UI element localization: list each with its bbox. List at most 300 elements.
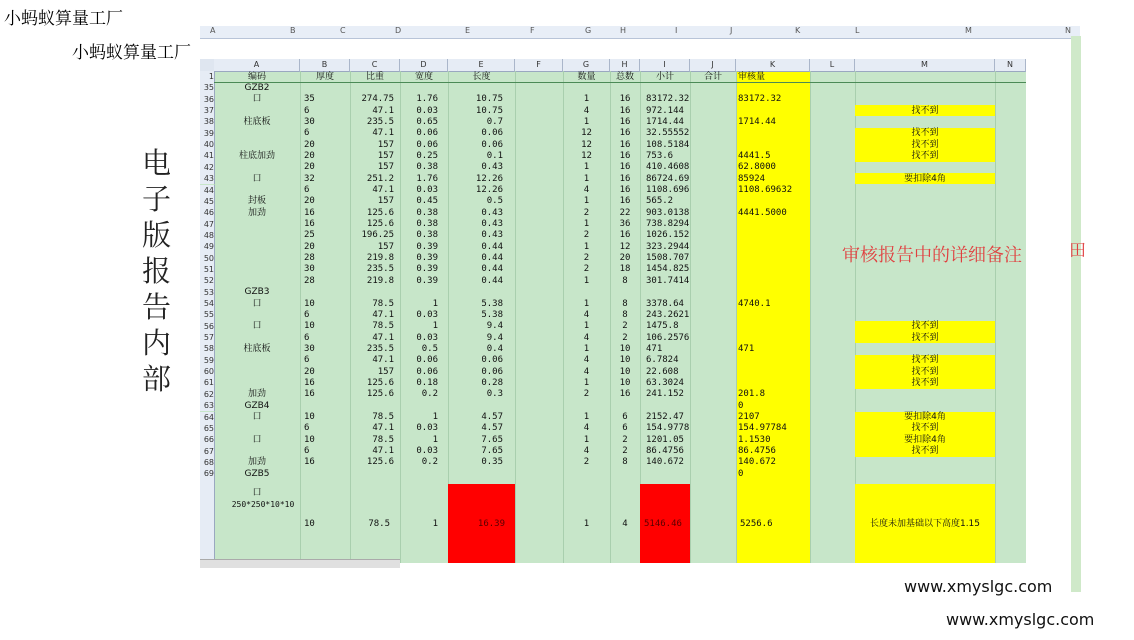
cell-h[interactable]: 2 (622, 321, 628, 332)
row-number[interactable]: 52 (200, 275, 215, 286)
row-number[interactable]: 64 (200, 412, 215, 423)
row-number[interactable]: 36 (200, 94, 215, 105)
cell-c[interactable]: 157 (377, 139, 394, 150)
column-header[interactable]: J (690, 59, 736, 72)
cell-k[interactable]: 4441.5 (738, 150, 771, 161)
cell-m[interactable]: 找不到 (911, 139, 939, 150)
cell-h[interactable]: 12 (619, 241, 631, 252)
cell-k[interactable]: 2107 (738, 412, 760, 422)
cell-e[interactable]: 0.3 (486, 389, 503, 400)
cell-g[interactable]: 4 (583, 366, 590, 377)
cell-i[interactable]: 471 (646, 343, 663, 354)
cell-b[interactable]: 20 (304, 241, 315, 252)
cell-h[interactable]: 2 (622, 446, 628, 457)
row-number[interactable]: 62 (200, 389, 215, 400)
cell-b[interactable]: 30 (304, 116, 315, 127)
cell-a[interactable]: 口 (252, 434, 262, 445)
cell-h[interactable]: 8 (622, 457, 628, 468)
cell-m[interactable]: 找不到 (911, 332, 939, 343)
cell-g[interactable]: 2 (583, 253, 590, 264)
cell-d[interactable]: 0.03 (416, 446, 438, 457)
cell-i[interactable]: 6.7824 (646, 355, 679, 366)
cell-h[interactable]: 16 (619, 162, 631, 173)
cell-i[interactable]: 154.9778 (646, 423, 690, 434)
row-number[interactable]: 51 (200, 264, 215, 275)
cell-i[interactable]: 1026.152 (646, 230, 690, 241)
cell-b[interactable]: 20 (304, 196, 315, 207)
cell-k[interactable]: 62.8000 (738, 162, 776, 173)
cell-e[interactable]: 9.4 (486, 332, 503, 343)
cell-d[interactable]: 1.76 (416, 94, 438, 105)
cell-d[interactable]: 0.45 (416, 196, 438, 207)
column-header[interactable]: D (400, 59, 448, 72)
cell-e[interactable]: 0.35 (481, 457, 503, 468)
cell-d[interactable]: 0.2 (421, 389, 438, 400)
cell-g[interactable]: 1 (583, 196, 590, 207)
row-number[interactable]: 45 (200, 196, 215, 207)
cell-g[interactable]: 4 (583, 446, 590, 457)
cell-b[interactable]: 16 (304, 219, 315, 230)
cell-i[interactable]: 108.5184 (646, 139, 690, 150)
cell-i[interactable]: 83172.32 (646, 94, 690, 105)
cell-h[interactable]: 16 (619, 116, 631, 127)
row-number[interactable]: 59 (200, 355, 215, 366)
column-header[interactable]: G (563, 59, 610, 72)
row-number[interactable]: 65 (200, 423, 215, 434)
cell-e[interactable]: 0.43 (481, 207, 503, 218)
cell-i[interactable]: 140.672 (646, 457, 684, 468)
cell-b[interactable]: 20 (304, 162, 315, 173)
cell-i[interactable]: 1454.825 (646, 264, 690, 275)
cell-h[interactable]: 16 (619, 139, 631, 150)
cell-c[interactable]: 47.1 (372, 309, 394, 320)
cell-g[interactable]: 1 (583, 519, 590, 530)
cell-d[interactable]: 0.06 (416, 128, 438, 139)
row-number[interactable]: 41 (200, 150, 215, 161)
row-number[interactable]: 55 (200, 309, 215, 320)
cell-b[interactable]: 6 (304, 423, 310, 434)
cell-k[interactable]: 4441.5000 (738, 207, 787, 218)
cell-c[interactable]: 274.75 (361, 94, 394, 105)
cell-i[interactable]: 1714.44 (646, 116, 684, 127)
cell-g[interactable]: 12 (581, 128, 592, 139)
cell-h[interactable]: 16 (619, 94, 631, 105)
cell-d[interactable]: 0.38 (416, 230, 438, 241)
cell-i[interactable]: 1201.05 (646, 434, 684, 445)
cell-c[interactable]: 157 (377, 196, 394, 207)
cell-e[interactable]: 10.75 (475, 94, 503, 105)
cell-e[interactable]: 0.44 (481, 264, 503, 275)
cell-c[interactable]: 125.6 (366, 457, 394, 468)
cell-d[interactable]: 0.25 (416, 150, 438, 161)
cell-k[interactable]: 83172.32 (738, 94, 782, 105)
cell-g[interactable]: 1 (583, 116, 590, 127)
cell-g[interactable]: 2 (583, 264, 590, 275)
cell-b[interactable]: 6 (304, 309, 310, 320)
cell-m[interactable]: 找不到 (911, 105, 939, 116)
cell-g[interactable]: 4 (583, 355, 590, 366)
cell-i[interactable]: 22.608 (646, 366, 679, 377)
cell-k[interactable]: 1108.69632 (738, 185, 793, 195)
cell-d[interactable]: 1 (432, 519, 438, 530)
row-number[interactable]: 54 (200, 298, 215, 309)
cell-a[interactable]: GZB5 (244, 468, 270, 479)
spreadsheet[interactable] (200, 59, 1026, 563)
cell-h[interactable]: 16 (619, 230, 631, 241)
cell-m[interactable]: 找不到 (911, 423, 939, 434)
cell-h[interactable]: 16 (619, 150, 631, 161)
cell-e[interactable]: 0.5 (486, 196, 503, 207)
cell-d[interactable]: 0.5 (421, 343, 438, 354)
cell-a[interactable]: GZB2 (244, 82, 270, 93)
cell-d[interactable]: 0.18 (416, 377, 438, 388)
cell-m[interactable]: 要扣除4角 (904, 173, 946, 184)
cell-e[interactable]: 0.06 (481, 139, 503, 150)
cell-e[interactable]: 12.26 (475, 185, 503, 195)
cell-e[interactable]: 0.44 (481, 241, 503, 252)
cell-i[interactable]: 410.4608 (646, 162, 690, 173)
cell-g[interactable]: 2 (583, 457, 590, 468)
cell-m[interactable]: 找不到 (911, 355, 939, 366)
cell-d[interactable]: 1 (432, 298, 438, 309)
cell-c[interactable]: 235.5 (366, 264, 394, 275)
cell-c[interactable]: 47.1 (372, 105, 394, 116)
row-number[interactable]: 38 (200, 116, 215, 127)
cell-h[interactable]: 2 (622, 434, 628, 445)
row-number[interactable]: 39 (200, 128, 215, 139)
cell-m[interactable]: 要扣除4角 (904, 434, 946, 445)
cell-d[interactable]: 0.03 (416, 332, 438, 343)
cell-h[interactable]: 8 (622, 275, 628, 286)
cell-i[interactable]: 243.2621 (646, 309, 690, 320)
row-number[interactable]: 67 (200, 446, 215, 457)
cell-i[interactable]: 5146.46 (644, 519, 682, 530)
cell-c[interactable]: 125.6 (366, 377, 394, 388)
cell-d[interactable]: 0.03 (416, 105, 438, 116)
cell-g[interactable]: 12 (581, 150, 592, 161)
cell-d[interactable]: 0.65 (416, 116, 438, 127)
cell-g[interactable]: 1 (583, 412, 590, 422)
cell-g[interactable]: 1 (583, 162, 590, 173)
sheet-tab-strip[interactable] (200, 559, 400, 568)
cell-b[interactable]: 28 (304, 253, 315, 264)
cell-g[interactable]: 2 (583, 230, 590, 241)
cell-k[interactable]: 4740.1 (738, 298, 771, 309)
row-number[interactable]: 42 (200, 162, 215, 173)
cell-b[interactable]: 35 (304, 94, 315, 105)
cell-d[interactable]: 0.39 (416, 253, 438, 264)
cell-a[interactable]: 柱底加劲 (238, 150, 275, 161)
cell-a[interactable]: 柱底板 (243, 116, 271, 127)
cell-i[interactable]: 565.2 (646, 196, 674, 207)
cell-e[interactable]: 7.65 (481, 434, 503, 445)
cell-e[interactable]: 0.06 (481, 128, 503, 139)
cell-b[interactable]: 32 (304, 173, 315, 184)
cell-e[interactable]: 0.7 (486, 116, 503, 127)
cell-h[interactable]: 10 (619, 377, 631, 388)
cell-c[interactable]: 219.8 (366, 275, 394, 286)
cell-g[interactable]: 1 (583, 94, 590, 105)
cell-m[interactable]: 找不到 (911, 366, 939, 377)
cell-c[interactable]: 78.5 (372, 298, 394, 309)
cell-h[interactable]: 8 (622, 309, 628, 320)
cell-g[interactable]: 1 (583, 298, 590, 309)
cell-d[interactable]: 0.38 (416, 219, 438, 230)
row-number[interactable]: 37 (200, 105, 215, 116)
row-number[interactable]: 1 (200, 71, 215, 82)
row-number[interactable]: 68 (200, 457, 215, 468)
cell-i[interactable]: 86.4756 (646, 446, 684, 457)
cell-i[interactable]: 903.0138 (646, 207, 690, 218)
cell-e[interactable]: 5.38 (481, 298, 503, 309)
cell-a[interactable]: GZB4 (244, 400, 270, 411)
row-number[interactable]: 46 (200, 207, 215, 218)
cell-g[interactable]: 12 (581, 139, 592, 150)
cell-c[interactable]: 47.1 (372, 128, 394, 139)
cell-d[interactable]: 0.39 (416, 264, 438, 275)
row-number[interactable]: 63 (200, 400, 215, 411)
cell-h[interactable]: 4 (622, 519, 628, 530)
cell-c[interactable]: 47.1 (372, 332, 394, 343)
cell-m[interactable]: 找不到 (911, 321, 939, 332)
cell-a[interactable]: 加劲 (247, 457, 266, 468)
cell-c[interactable]: 157 (377, 366, 394, 377)
cell-h[interactable]: 10 (619, 355, 631, 366)
cell-b[interactable]: 10 (304, 298, 315, 309)
cell-d[interactable]: 1 (432, 412, 438, 422)
cell-h[interactable]: 10 (619, 343, 631, 354)
cell-e[interactable]: 0.43 (481, 230, 503, 241)
cell-c[interactable]: 219.8 (366, 253, 394, 264)
column-header[interactable]: C (350, 59, 400, 72)
cell-a[interactable]: 口 (252, 173, 262, 184)
cell-g[interactable]: 1 (583, 377, 590, 388)
cell-d[interactable]: 0.2 (421, 457, 438, 468)
cell-c[interactable]: 78.5 (368, 519, 390, 530)
cell-h[interactable]: 2 (622, 332, 628, 343)
cell-c[interactable]: 125.6 (366, 207, 394, 218)
row-number[interactable]: 44 (200, 185, 215, 196)
cell-b[interactable]: 6 (304, 446, 310, 457)
cell-a-spec[interactable]: 250*250*10*10 (231, 499, 295, 509)
cell-k[interactable]: 0 (738, 400, 744, 411)
cell-h[interactable]: 18 (619, 264, 631, 275)
cell-d[interactable]: 0.03 (416, 423, 438, 434)
cell-c[interactable]: 78.5 (372, 434, 394, 445)
cell-g[interactable]: 1 (583, 434, 590, 445)
cell-a[interactable]: 加劲 (247, 389, 266, 400)
cell-k[interactable]: 86.4756 (738, 446, 776, 457)
cell-d[interactable]: 0.39 (416, 241, 438, 252)
cell-g[interactable]: 4 (583, 185, 590, 195)
cell-h[interactable]: 22 (619, 207, 631, 218)
row-number[interactable]: 48 (200, 230, 215, 241)
row-number[interactable]: 61 (200, 377, 215, 388)
row-number[interactable]: 47 (200, 219, 215, 230)
cell-h[interactable]: 20 (619, 253, 631, 264)
cell-g[interactable]: 4 (583, 332, 590, 343)
cell-h[interactable]: 10 (619, 366, 631, 377)
cell-e[interactable]: 12.26 (475, 173, 503, 184)
cell-d[interactable]: 0.39 (416, 275, 438, 286)
cell-c[interactable]: 47.1 (372, 446, 394, 457)
cell-g[interactable]: 1 (583, 321, 590, 332)
cell-m[interactable]: 长度未加基础以下高度1.15 (869, 519, 981, 530)
cell-e[interactable]: 0.28 (481, 377, 503, 388)
cell-m[interactable]: 找不到 (911, 150, 939, 161)
cell-i[interactable]: 241.152 (646, 389, 684, 400)
cell-a[interactable]: 口 (252, 298, 262, 309)
cell-i[interactable]: 86724.69 (646, 173, 690, 184)
cell-h[interactable]: 16 (619, 173, 631, 184)
cell-k[interactable]: 201.8 (738, 389, 766, 400)
cell-c[interactable]: 47.1 (372, 185, 394, 195)
cell-c[interactable]: 196.25 (361, 230, 394, 241)
cell-a[interactable]: 封板 (247, 196, 266, 207)
cell-b[interactable]: 10 (304, 434, 315, 445)
row-number[interactable]: 60 (200, 366, 215, 377)
cell-d[interactable]: 0.06 (416, 139, 438, 150)
cell-d[interactable]: 0.38 (416, 162, 438, 173)
row-number[interactable]: 40 (200, 139, 215, 150)
cell-g[interactable]: 1 (583, 275, 590, 286)
cell-b[interactable]: 30 (304, 264, 315, 275)
cell-i[interactable]: 1508.707 (646, 253, 690, 264)
cell-d[interactable]: 1 (432, 321, 438, 332)
cell-g[interactable]: 4 (583, 309, 590, 320)
cell-m[interactable]: 找不到 (911, 377, 939, 388)
cell-i[interactable]: 1475.8 (646, 321, 679, 332)
cell-b[interactable]: 30 (304, 343, 315, 354)
cell-i[interactable]: 106.2576 (646, 332, 690, 343)
cell-a[interactable]: GZB3 (244, 287, 270, 298)
cell-c[interactable]: 125.6 (366, 389, 394, 400)
cell-e[interactable]: 0.43 (481, 162, 503, 173)
cell-c[interactable]: 47.1 (372, 355, 394, 366)
cell-b[interactable]: 6 (304, 128, 310, 139)
cell-b[interactable]: 20 (304, 366, 315, 377)
cell-d[interactable]: 0.03 (416, 185, 438, 195)
cell-d[interactable]: 1 (432, 434, 438, 445)
cell-c[interactable]: 251.2 (366, 173, 394, 184)
cell-e[interactable]: 0.1 (486, 150, 503, 161)
cell-c[interactable]: 125.6 (366, 219, 394, 230)
cell-i[interactable]: 2152.47 (646, 412, 684, 422)
cell-b[interactable]: 16 (304, 457, 315, 468)
cell-b[interactable]: 6 (304, 332, 310, 343)
row-number[interactable]: 69 (200, 468, 215, 479)
cell-b[interactable]: 10 (304, 519, 315, 530)
row-number[interactable]: 49 (200, 241, 215, 252)
cell-k[interactable]: 140.672 (738, 457, 776, 468)
cell-i[interactable]: 3378.64 (646, 298, 684, 309)
cell-i[interactable]: 323.2944 (646, 241, 690, 252)
cell-d[interactable]: 1.76 (416, 173, 438, 184)
column-header[interactable]: N (995, 59, 1026, 72)
cell-m[interactable]: 找不到 (911, 446, 939, 457)
column-header[interactable]: M (855, 59, 995, 72)
cell-e[interactable]: 4.57 (481, 423, 503, 434)
cell-k[interactable]: 1714.44 (738, 116, 776, 127)
column-header[interactable]: F (515, 59, 563, 72)
cell-e[interactable]: 5.38 (481, 309, 503, 320)
cell-g[interactable]: 2 (583, 389, 590, 400)
cell-c[interactable]: 235.5 (366, 116, 394, 127)
cell-e[interactable]: 0.44 (481, 275, 503, 286)
cell-i[interactable]: 301.7414 (646, 275, 690, 286)
cell-b[interactable]: 10 (304, 321, 315, 332)
cell-d[interactable]: 0.06 (416, 355, 438, 366)
cell-b[interactable]: 6 (304, 185, 310, 195)
cell-a[interactable]: 加劲 (247, 207, 266, 218)
cell-c[interactable]: 47.1 (372, 423, 394, 434)
cell-h[interactable]: 16 (619, 128, 631, 139)
cell-m[interactable]: 找不到 (911, 128, 939, 139)
cell-b[interactable]: 28 (304, 275, 315, 286)
cell-c[interactable]: 235.5 (366, 343, 394, 354)
row-number[interactable]: 57 (200, 332, 215, 343)
cell-h[interactable]: 6 (622, 412, 628, 422)
cell-h[interactable]: 16 (619, 196, 631, 207)
cell-a[interactable]: 口 (252, 412, 262, 422)
row-number[interactable]: 53 (200, 287, 215, 298)
row-number[interactable]: 35 (200, 82, 215, 93)
cell-a[interactable]: 柱底板 (243, 343, 271, 354)
cell-d[interactable]: 0.38 (416, 207, 438, 218)
cell-b[interactable]: 16 (304, 207, 315, 218)
cell-k[interactable]: 1.1530 (738, 434, 771, 445)
cell-g[interactable]: 1 (583, 343, 590, 354)
cell-h[interactable]: 16 (619, 105, 631, 116)
column-header[interactable]: E (448, 59, 515, 72)
cell-k[interactable]: 5256.6 (740, 519, 773, 530)
column-header[interactable]: B (300, 59, 350, 72)
row-number[interactable]: 50 (200, 253, 215, 264)
cell-e[interactable]: 0.44 (481, 253, 503, 264)
cell-i[interactable]: 32.55552 (646, 128, 690, 139)
cell-e[interactable]: 0.43 (481, 219, 503, 230)
cell-b[interactable]: 16 (304, 377, 315, 388)
column-header[interactable]: K (736, 59, 810, 72)
cell-e[interactable]: 0.06 (481, 355, 503, 366)
cell-a[interactable]: 口 (252, 487, 262, 498)
cell-e[interactable]: 16.39 (477, 519, 505, 530)
cell-b[interactable]: 6 (304, 355, 310, 366)
cell-c[interactable]: 157 (377, 150, 394, 161)
row-number[interactable]: 56 (200, 321, 215, 332)
cell-e[interactable]: 4.57 (481, 412, 503, 422)
cell-i[interactable]: 63.3024 (646, 377, 684, 388)
cell-h[interactable]: 6 (622, 423, 628, 434)
cell-i[interactable]: 738.8294 (646, 219, 690, 230)
cell-g[interactable]: 2 (583, 207, 590, 218)
cell-b[interactable]: 10 (304, 412, 315, 422)
cell-i[interactable]: 753.6 (646, 150, 674, 161)
cell-k[interactable]: 154.97784 (738, 423, 787, 434)
column-header[interactable]: I (640, 59, 690, 72)
row-number[interactable]: 66 (200, 434, 215, 445)
cell-k[interactable]: 0 (738, 468, 744, 479)
cell-h[interactable]: 36 (619, 219, 631, 230)
cell-c[interactable]: 78.5 (372, 321, 394, 332)
cell-g[interactable]: 1 (583, 219, 590, 230)
cell-b[interactable]: 16 (304, 389, 315, 400)
cell-a[interactable]: 口 (252, 321, 262, 332)
cell-h[interactable]: 16 (619, 185, 631, 195)
column-header[interactable]: L (810, 59, 855, 72)
cell-h[interactable]: 16 (619, 389, 631, 400)
cell-k[interactable]: 85924 (738, 173, 766, 184)
